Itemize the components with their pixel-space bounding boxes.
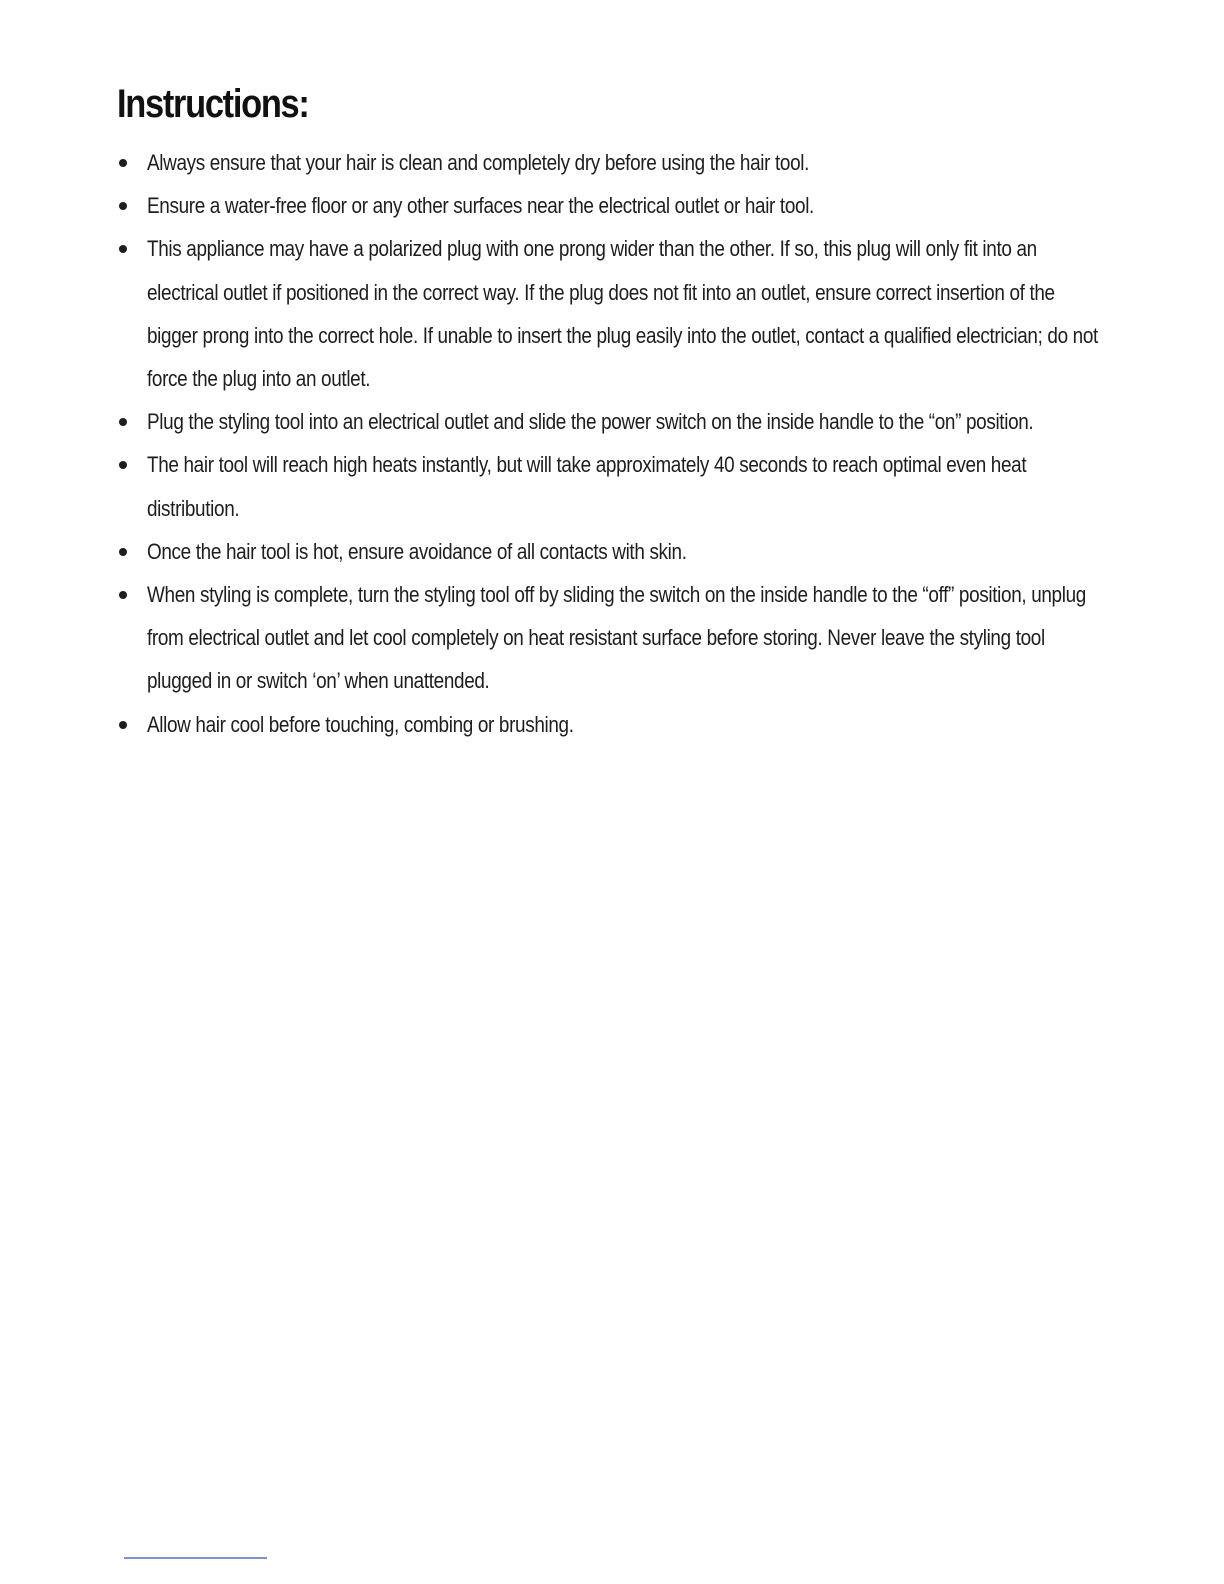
instruction-text: Plug the styling tool into an electrical outlet and slide the power switch on the inside handle to the “on” position.	[147, 409, 1034, 435]
instruction-text: When styling is complete, turn the styling tool off by sliding the switch on the inside handle to the “off” position, unplug from electrical outlet and let cool completely on heat resistant surface before storing. Never leave the styling tool plugged in or switch ‘on’ when unattended.	[147, 582, 1086, 694]
bullet-icon	[119, 418, 127, 426]
bullet-icon	[119, 591, 127, 599]
instruction-item	[117, 573, 1117, 703]
instruction-list	[117, 141, 1117, 746]
instruction-text: Ensure a water-free floor or any other surfaces near the electrical outlet or hair tool.	[147, 193, 814, 219]
instruction-item	[117, 703, 1117, 746]
bullet-icon	[119, 461, 127, 469]
instruction-item	[117, 141, 1117, 184]
instruction-item	[117, 184, 1117, 227]
page-title: Instructions:	[117, 82, 309, 126]
instruction-item	[117, 400, 1117, 443]
bullet-icon	[119, 721, 127, 729]
instruction-text: Allow hair cool before touching, combing or brushing.	[147, 711, 574, 737]
instruction-item	[117, 530, 1117, 573]
bullet-icon	[119, 245, 127, 253]
bullet-icon	[119, 159, 127, 167]
bullet-icon	[119, 202, 127, 210]
bullet-icon	[119, 548, 127, 556]
instruction-item	[117, 443, 1117, 529]
instruction-text: Always ensure that your hair is clean and completely dry before using the hair tool.	[147, 150, 810, 175]
instruction-text: The hair tool will reach high heats instantly, but will take approximately 40 seconds to reach optimal even heat distribution.	[147, 452, 1027, 521]
instruction-text: This appliance may have a polarized plug with one prong wider than the other. If so, this plug will only fit into an electrical outlet if positioned in the correct way. If the plug does not fit into an outlet, ensure correct insertion of the bigger prong into the correct hole. If unable to insert the plug easily into the outlet, contact a qualified electrician; do not force the plug into an outlet.	[147, 236, 1098, 392]
footer-rule	[124, 1557, 267, 1559]
instruction-text: Once the hair tool is hot, ensure avoidance of all contacts with skin.	[147, 538, 687, 564]
instruction-item	[117, 227, 1117, 400]
